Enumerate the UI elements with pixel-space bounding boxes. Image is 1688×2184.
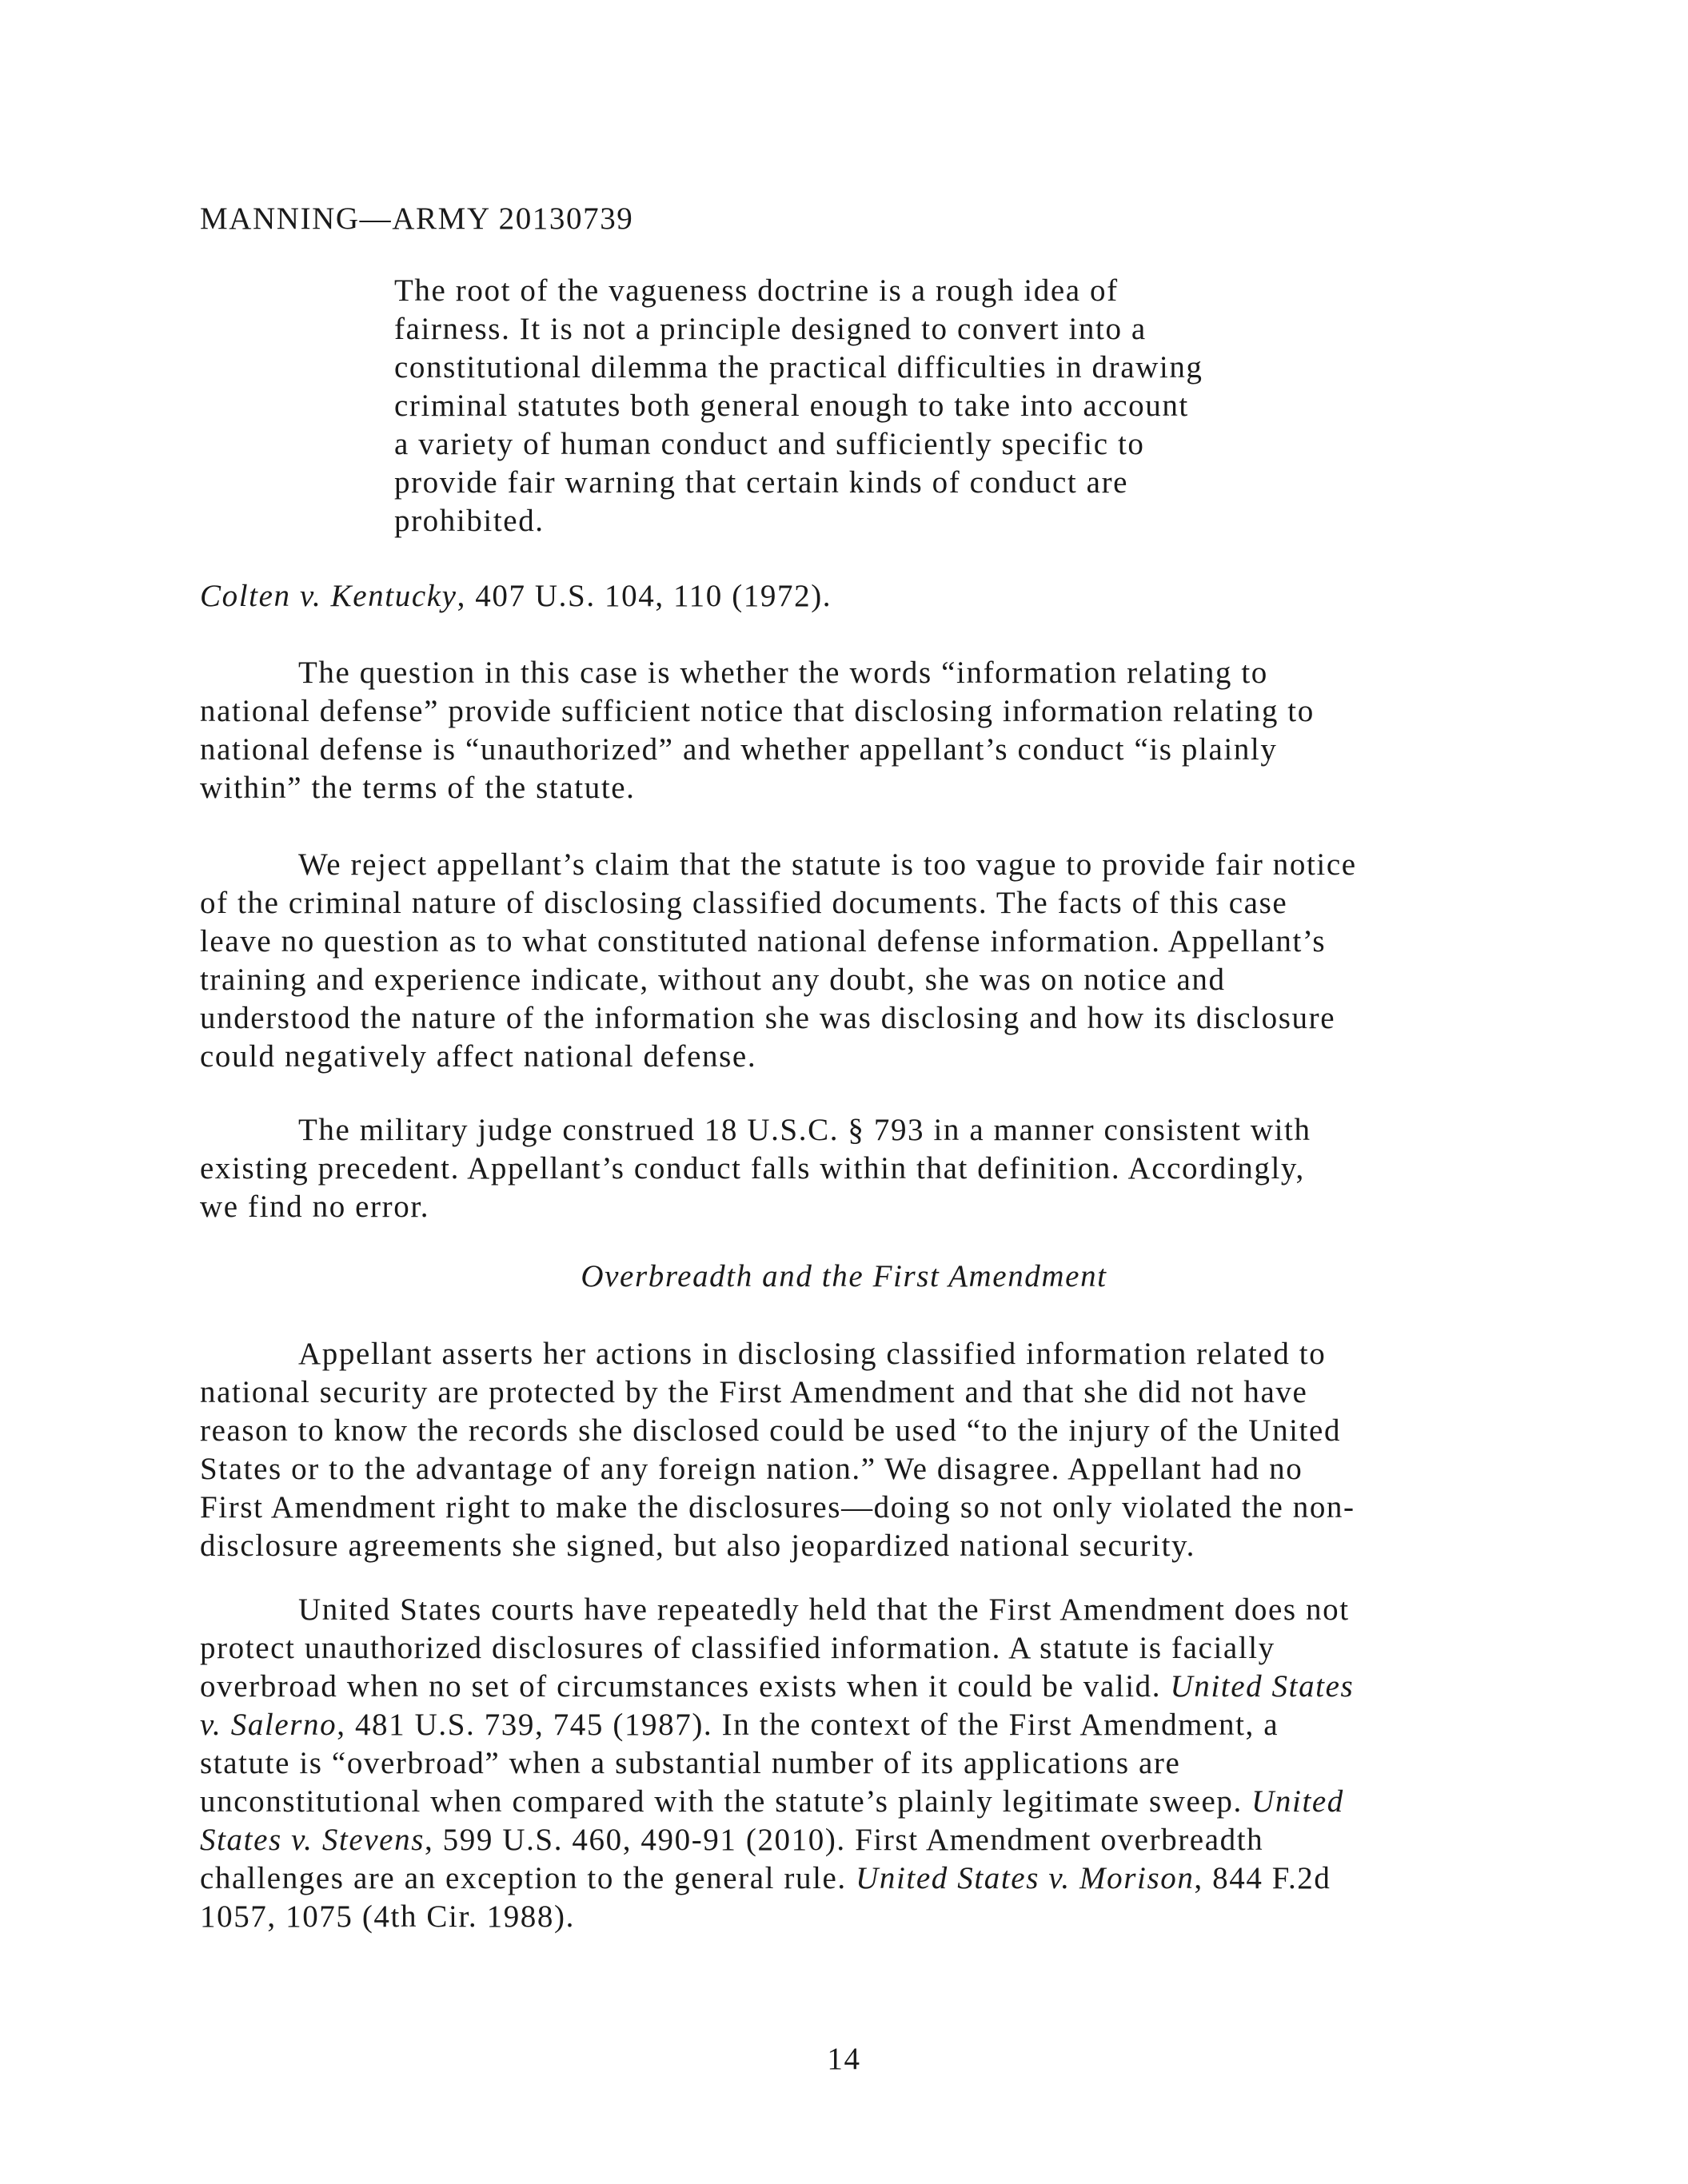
block-quote-line: The root of the vagueness doctrine is a rough idea of (394, 273, 1119, 308)
paragraph-line: national defense” provide sufficient notice that disclosing information relating to (200, 694, 1315, 728)
case-name: United States (1170, 1669, 1355, 1704)
block-quote-line: provide fair warning that certain kinds of conduct are (394, 465, 1129, 500)
paragraph-line: statute is “overbroad” when a substantial number of its applications are (200, 1746, 1181, 1780)
paragraph-text: , 599 U.S. 460, 490-91 (2010). First Amendment overbreadth (424, 1823, 1264, 1857)
case-name: States v. Stevens (200, 1823, 425, 1857)
colten-citation (200, 577, 1495, 616)
paragraph-line: national defense is “unauthorized” and whether appellant’s conduct “is plainly (200, 732, 1278, 767)
paragraph-line: of the criminal nature of disclosing classified documents. The facts of this case (200, 886, 1288, 920)
block-quote-line: a variety of human conduct and sufficiently specific to (394, 427, 1145, 461)
paragraph-text: , 844 F.2d (1194, 1861, 1331, 1895)
paragraph-line: within” the terms of the statute. (200, 771, 636, 805)
section-heading (0, 1257, 1688, 1296)
paragraph-line: we find no error. (200, 1190, 430, 1224)
block-quote-line: prohibited. (394, 504, 545, 538)
paragraph-line: training and experience indicate, without any doubt, she was on notice and (200, 962, 1226, 997)
paragraph-reject (200, 846, 1495, 1076)
paragraph-line: disclosure agreements she signed, but also jeopardized national security. (200, 1528, 1195, 1563)
case-name: v. Salerno (200, 1708, 337, 1742)
paragraph-line: The military judge construed 18 U.S.C. § 793 in a manner consistent with (298, 1113, 1311, 1147)
paragraph-line: protect unauthorized disclosures of classified information. A statute is facially (200, 1631, 1275, 1665)
paragraph-line: The question in this case is whether the words “information relating to (298, 656, 1268, 690)
paragraph-line: 1057, 1075 (4th Cir. 1988). (200, 1899, 575, 1934)
citation-text: , 407 U.S. 104, 110 (1972). (457, 579, 832, 613)
paragraph-line: We reject appellant’s claim that the statute is too vague to provide fair notice (298, 847, 1357, 882)
paragraph-line: existing precedent. Appellant’s conduct falls within that definition. Accordingly, (200, 1151, 1305, 1186)
paragraph-line: Appellant asserts her actions in disclosing classified information related to (298, 1337, 1327, 1371)
paragraph-text: overbroad when no set of circumstances exists when it could be valid. (200, 1669, 1171, 1704)
case-name: United (1251, 1784, 1344, 1819)
paragraph-courts-held (200, 1591, 1495, 1936)
paragraph-question (200, 654, 1495, 807)
paragraph-line: States or to the advantage of any foreign nation.” We disagree. Appellant had no (200, 1452, 1303, 1486)
paragraph-text: , 481 U.S. 739, 745 (1987). In the context of the First Amendment, a (337, 1708, 1279, 1742)
case-name: United States v. Morison (856, 1861, 1195, 1895)
section-heading-text: Overbreadth and the First Amendment (581, 1259, 1107, 1293)
block-quote-line: constitutional dilemma the practical difficulties in drawing (394, 350, 1203, 385)
block-quote-line: criminal statutes both general enough to take into account (394, 389, 1189, 423)
paragraph-line: could negatively affect national defense. (200, 1039, 757, 1074)
paragraph-text: challenges are an exception to the general rule. (200, 1861, 856, 1895)
paragraph-line: First Amendment right to make the disclosures—doing so not only violated the non- (200, 1490, 1355, 1524)
case-name: Colten v. Kentucky (200, 579, 457, 613)
block-quote (394, 272, 1354, 540)
paragraph-text: unconstitutional when compared with the statute’s plainly legitimate sweep. (200, 1784, 1252, 1819)
paragraph-line: leave no question as to what constituted national defense information. Appellant’s (200, 924, 1327, 958)
paragraph-line: reason to know the records she disclosed could be used “to the injury of the United (200, 1413, 1342, 1448)
paragraph-line: understood the nature of the information she was disclosing and how its disclosure (200, 1001, 1336, 1035)
paragraph-military-judge (200, 1111, 1495, 1226)
paragraph-appellant-asserts (200, 1335, 1495, 1565)
block-quote-line: fairness. It is not a principle designed to convert into a (394, 312, 1147, 346)
case-header: MANNING—ARMY 20130739 (200, 201, 634, 236)
page-number: 14 (827, 2042, 861, 2076)
paragraph-line: United States courts have repeatedly held that the First Amendment does not (298, 1592, 1350, 1627)
paragraph-line: national security are protected by the First Amendment and that she did not have (200, 1375, 1308, 1409)
